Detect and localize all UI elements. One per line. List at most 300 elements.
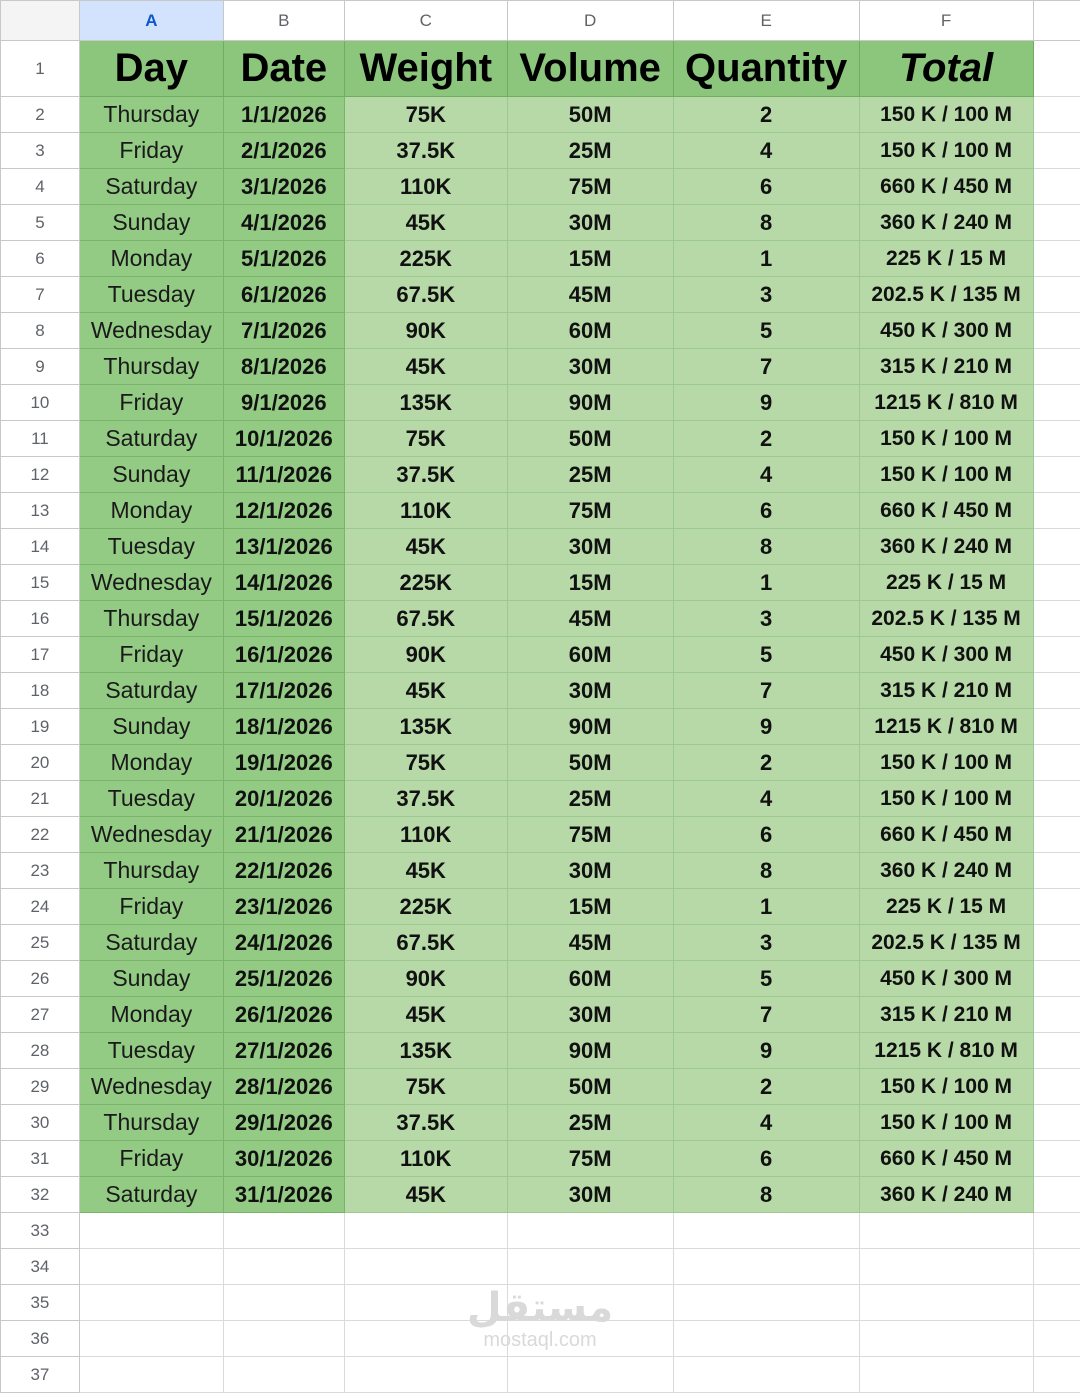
empty-cell[interactable] — [1033, 457, 1080, 493]
cell-volume[interactable]: 15M — [507, 565, 673, 601]
cell-date[interactable]: 19/1/2026 — [223, 745, 344, 781]
empty-cell[interactable] — [1033, 41, 1080, 97]
cell-weight[interactable]: 75K — [344, 97, 507, 133]
cell-volume[interactable]: 30M — [507, 673, 673, 709]
cell-day[interactable]: Friday — [79, 133, 223, 169]
cell-day[interactable]: Sunday — [79, 709, 223, 745]
cell-total[interactable]: 225 K / 15 M — [859, 241, 1033, 277]
cell-day[interactable]: Friday — [79, 637, 223, 673]
row-header[interactable]: 5 — [1, 205, 80, 241]
cell-volume[interactable]: 30M — [507, 529, 673, 565]
cell-date[interactable]: 13/1/2026 — [223, 529, 344, 565]
cell-quantity[interactable]: 7 — [673, 349, 859, 385]
cell-day[interactable]: Thursday — [79, 97, 223, 133]
cell-quantity[interactable]: 2 — [673, 97, 859, 133]
header-volume[interactable]: Volume — [507, 41, 673, 97]
cell-volume[interactable]: 30M — [507, 853, 673, 889]
cell-quantity[interactable]: 9 — [673, 385, 859, 421]
cell-weight[interactable]: 90K — [344, 313, 507, 349]
cell-weight[interactable]: 45K — [344, 1177, 507, 1213]
cell-weight[interactable]: 135K — [344, 1033, 507, 1069]
empty-cell[interactable] — [223, 1285, 344, 1321]
row-header[interactable]: 34 — [1, 1249, 80, 1285]
cell-volume[interactable]: 60M — [507, 637, 673, 673]
column-header-e[interactable]: E — [673, 1, 859, 41]
cell-quantity[interactable]: 3 — [673, 277, 859, 313]
cell-volume[interactable]: 75M — [507, 169, 673, 205]
empty-cell[interactable] — [223, 1249, 344, 1285]
column-header-f[interactable]: F — [859, 1, 1033, 41]
cell-total[interactable]: 315 K / 210 M — [859, 997, 1033, 1033]
empty-cell[interactable] — [1033, 97, 1080, 133]
empty-cell[interactable] — [1033, 997, 1080, 1033]
empty-cell[interactable] — [1033, 1141, 1080, 1177]
cell-weight[interactable]: 90K — [344, 961, 507, 997]
cell-quantity[interactable]: 1 — [673, 241, 859, 277]
cell-total[interactable]: 202.5 K / 135 M — [859, 601, 1033, 637]
cell-total[interactable]: 202.5 K / 135 M — [859, 277, 1033, 313]
cell-date[interactable]: 29/1/2026 — [223, 1105, 344, 1141]
cell-volume[interactable]: 25M — [507, 781, 673, 817]
cell-weight[interactable]: 75K — [344, 1069, 507, 1105]
empty-cell[interactable] — [1033, 781, 1080, 817]
cell-total[interactable]: 150 K / 100 M — [859, 421, 1033, 457]
empty-cell[interactable] — [673, 1357, 859, 1393]
cell-weight[interactable]: 110K — [344, 493, 507, 529]
cell-weight[interactable]: 45K — [344, 349, 507, 385]
row-header[interactable]: 37 — [1, 1357, 80, 1393]
empty-cell[interactable] — [1033, 241, 1080, 277]
row-header[interactable]: 32 — [1, 1177, 80, 1213]
cell-quantity[interactable]: 6 — [673, 493, 859, 529]
column-header-c[interactable]: C — [344, 1, 507, 41]
cell-day[interactable]: Friday — [79, 1141, 223, 1177]
row-header[interactable]: 10 — [1, 385, 80, 421]
cell-total[interactable]: 225 K / 15 M — [859, 889, 1033, 925]
row-header[interactable]: 17 — [1, 637, 80, 673]
cell-day[interactable]: Saturday — [79, 169, 223, 205]
empty-cell[interactable] — [507, 1357, 673, 1393]
cell-volume[interactable]: 30M — [507, 205, 673, 241]
cell-volume[interactable]: 90M — [507, 385, 673, 421]
empty-cell[interactable] — [1033, 709, 1080, 745]
row-header[interactable]: 14 — [1, 529, 80, 565]
cell-total[interactable]: 315 K / 210 M — [859, 349, 1033, 385]
cell-weight[interactable]: 110K — [344, 169, 507, 205]
cell-date[interactable]: 3/1/2026 — [223, 169, 344, 205]
cell-volume[interactable]: 25M — [507, 133, 673, 169]
cell-total[interactable]: 660 K / 450 M — [859, 169, 1033, 205]
cell-quantity[interactable]: 2 — [673, 421, 859, 457]
cell-volume[interactable]: 50M — [507, 97, 673, 133]
empty-cell[interactable] — [1033, 637, 1080, 673]
cell-total[interactable]: 150 K / 100 M — [859, 457, 1033, 493]
cell-date[interactable]: 28/1/2026 — [223, 1069, 344, 1105]
empty-cell[interactable] — [673, 1249, 859, 1285]
cell-quantity[interactable]: 2 — [673, 1069, 859, 1105]
cell-weight[interactable]: 90K — [344, 637, 507, 673]
row-header[interactable]: 21 — [1, 781, 80, 817]
row-header[interactable]: 8 — [1, 313, 80, 349]
row-header[interactable]: 22 — [1, 817, 80, 853]
cell-weight[interactable]: 225K — [344, 241, 507, 277]
cell-weight[interactable]: 45K — [344, 997, 507, 1033]
cell-volume[interactable]: 60M — [507, 313, 673, 349]
cell-quantity[interactable]: 3 — [673, 925, 859, 961]
empty-cell[interactable] — [859, 1357, 1033, 1393]
empty-cell[interactable] — [507, 1249, 673, 1285]
empty-cell[interactable] — [1033, 565, 1080, 601]
empty-cell[interactable] — [1033, 817, 1080, 853]
empty-cell[interactable] — [859, 1321, 1033, 1357]
cell-total[interactable]: 225 K / 15 M — [859, 565, 1033, 601]
cell-day[interactable]: Sunday — [79, 457, 223, 493]
cell-weight[interactable]: 37.5K — [344, 457, 507, 493]
cell-quantity[interactable]: 2 — [673, 745, 859, 781]
header-total[interactable]: Total — [859, 41, 1033, 97]
cell-date[interactable]: 4/1/2026 — [223, 205, 344, 241]
cell-day[interactable]: Wednesday — [79, 565, 223, 601]
cell-volume[interactable]: 45M — [507, 925, 673, 961]
cell-date[interactable]: 9/1/2026 — [223, 385, 344, 421]
cell-day[interactable]: Saturday — [79, 673, 223, 709]
empty-cell[interactable] — [79, 1213, 223, 1249]
cell-date[interactable]: 5/1/2026 — [223, 241, 344, 277]
empty-cell[interactable] — [1033, 601, 1080, 637]
empty-cell[interactable] — [673, 1213, 859, 1249]
cell-weight[interactable]: 37.5K — [344, 1105, 507, 1141]
row-header[interactable]: 1 — [1, 41, 80, 97]
cell-total[interactable]: 360 K / 240 M — [859, 1177, 1033, 1213]
cell-weight[interactable]: 75K — [344, 421, 507, 457]
cell-volume[interactable]: 25M — [507, 457, 673, 493]
column-header-a[interactable]: A — [79, 1, 223, 41]
cell-total[interactable]: 450 K / 300 M — [859, 637, 1033, 673]
cell-total[interactable]: 202.5 K / 135 M — [859, 925, 1033, 961]
row-header[interactable]: 28 — [1, 1033, 80, 1069]
empty-cell[interactable] — [1033, 1321, 1080, 1357]
cell-volume[interactable]: 45M — [507, 601, 673, 637]
cell-day[interactable]: Tuesday — [79, 1033, 223, 1069]
row-header[interactable]: 13 — [1, 493, 80, 529]
cell-weight[interactable]: 67.5K — [344, 925, 507, 961]
cell-quantity[interactable]: 9 — [673, 709, 859, 745]
cell-weight[interactable]: 110K — [344, 817, 507, 853]
cell-total[interactable]: 1215 K / 810 M — [859, 709, 1033, 745]
cell-day[interactable]: Monday — [79, 241, 223, 277]
row-header[interactable]: 2 — [1, 97, 80, 133]
row-header[interactable]: 18 — [1, 673, 80, 709]
cell-date[interactable]: 27/1/2026 — [223, 1033, 344, 1069]
cell-day[interactable]: Tuesday — [79, 781, 223, 817]
row-header[interactable]: 23 — [1, 853, 80, 889]
cell-quantity[interactable]: 8 — [673, 1177, 859, 1213]
cell-volume[interactable]: 90M — [507, 709, 673, 745]
cell-quantity[interactable]: 4 — [673, 781, 859, 817]
cell-volume[interactable]: 15M — [507, 889, 673, 925]
cell-quantity[interactable]: 7 — [673, 997, 859, 1033]
row-header[interactable]: 16 — [1, 601, 80, 637]
row-header[interactable]: 30 — [1, 1105, 80, 1141]
empty-cell[interactable] — [79, 1321, 223, 1357]
row-header[interactable]: 33 — [1, 1213, 80, 1249]
empty-cell[interactable] — [344, 1357, 507, 1393]
cell-total[interactable]: 450 K / 300 M — [859, 313, 1033, 349]
row-header[interactable]: 7 — [1, 277, 80, 313]
empty-cell[interactable] — [1033, 961, 1080, 997]
cell-quantity[interactable]: 1 — [673, 889, 859, 925]
header-quantity[interactable]: Quantity — [673, 41, 859, 97]
empty-cell[interactable] — [79, 1357, 223, 1393]
cell-weight[interactable]: 225K — [344, 565, 507, 601]
cell-date[interactable]: 30/1/2026 — [223, 1141, 344, 1177]
cell-weight[interactable]: 135K — [344, 385, 507, 421]
cell-day[interactable]: Thursday — [79, 601, 223, 637]
select-all-corner[interactable] — [1, 1, 80, 41]
cell-volume[interactable]: 50M — [507, 1069, 673, 1105]
cell-day[interactable]: Tuesday — [79, 529, 223, 565]
cell-volume[interactable]: 30M — [507, 349, 673, 385]
row-header[interactable]: 26 — [1, 961, 80, 997]
cell-day[interactable]: Monday — [79, 997, 223, 1033]
row-header[interactable]: 31 — [1, 1141, 80, 1177]
cell-date[interactable]: 31/1/2026 — [223, 1177, 344, 1213]
empty-cell[interactable] — [1033, 493, 1080, 529]
empty-cell[interactable] — [1033, 1213, 1080, 1249]
empty-cell[interactable] — [223, 1213, 344, 1249]
cell-quantity[interactable]: 6 — [673, 817, 859, 853]
cell-quantity[interactable]: 8 — [673, 853, 859, 889]
row-header[interactable]: 15 — [1, 565, 80, 601]
empty-cell[interactable] — [673, 1285, 859, 1321]
cell-date[interactable]: 14/1/2026 — [223, 565, 344, 601]
cell-volume[interactable]: 75M — [507, 493, 673, 529]
cell-weight[interactable]: 45K — [344, 853, 507, 889]
cell-quantity[interactable]: 4 — [673, 457, 859, 493]
cell-date[interactable]: 7/1/2026 — [223, 313, 344, 349]
row-header[interactable]: 12 — [1, 457, 80, 493]
row-header[interactable]: 6 — [1, 241, 80, 277]
column-header-g[interactable] — [1033, 1, 1080, 41]
cell-date[interactable]: 20/1/2026 — [223, 781, 344, 817]
cell-volume[interactable]: 75M — [507, 1141, 673, 1177]
cell-date[interactable]: 24/1/2026 — [223, 925, 344, 961]
empty-cell[interactable] — [79, 1285, 223, 1321]
cell-day[interactable]: Thursday — [79, 853, 223, 889]
empty-cell[interactable] — [1033, 1177, 1080, 1213]
cell-weight[interactable]: 37.5K — [344, 781, 507, 817]
cell-total[interactable]: 315 K / 210 M — [859, 673, 1033, 709]
empty-cell[interactable] — [1033, 349, 1080, 385]
cell-date[interactable]: 11/1/2026 — [223, 457, 344, 493]
cell-date[interactable]: 1/1/2026 — [223, 97, 344, 133]
cell-total[interactable]: 360 K / 240 M — [859, 205, 1033, 241]
cell-day[interactable]: Wednesday — [79, 1069, 223, 1105]
empty-cell[interactable] — [1033, 133, 1080, 169]
row-header[interactable]: 24 — [1, 889, 80, 925]
cell-date[interactable]: 15/1/2026 — [223, 601, 344, 637]
empty-cell[interactable] — [1033, 889, 1080, 925]
row-header[interactable]: 27 — [1, 997, 80, 1033]
empty-cell[interactable] — [1033, 529, 1080, 565]
empty-cell[interactable] — [859, 1249, 1033, 1285]
cell-quantity[interactable]: 3 — [673, 601, 859, 637]
cell-date[interactable]: 17/1/2026 — [223, 673, 344, 709]
row-header[interactable]: 35 — [1, 1285, 80, 1321]
cell-day[interactable]: Saturday — [79, 421, 223, 457]
cell-total[interactable]: 150 K / 100 M — [859, 1069, 1033, 1105]
cell-day[interactable]: Thursday — [79, 1105, 223, 1141]
cell-volume[interactable]: 25M — [507, 1105, 673, 1141]
empty-cell[interactable] — [1033, 385, 1080, 421]
header-weight[interactable]: Weight — [344, 41, 507, 97]
empty-cell[interactable] — [223, 1321, 344, 1357]
cell-volume[interactable]: 60M — [507, 961, 673, 997]
cell-day[interactable]: Monday — [79, 493, 223, 529]
cell-total[interactable]: 450 K / 300 M — [859, 961, 1033, 997]
cell-date[interactable]: 18/1/2026 — [223, 709, 344, 745]
cell-quantity[interactable]: 8 — [673, 529, 859, 565]
cell-total[interactable]: 1215 K / 810 M — [859, 1033, 1033, 1069]
cell-weight[interactable]: 135K — [344, 709, 507, 745]
cell-volume[interactable]: 30M — [507, 997, 673, 1033]
empty-cell[interactable] — [1033, 169, 1080, 205]
cell-day[interactable]: Thursday — [79, 349, 223, 385]
cell-quantity[interactable]: 9 — [673, 1033, 859, 1069]
cell-weight[interactable]: 67.5K — [344, 277, 507, 313]
empty-cell[interactable] — [1033, 745, 1080, 781]
cell-day[interactable]: Tuesday — [79, 277, 223, 313]
cell-date[interactable]: 2/1/2026 — [223, 133, 344, 169]
empty-cell[interactable] — [344, 1249, 507, 1285]
cell-quantity[interactable]: 1 — [673, 565, 859, 601]
empty-cell[interactable] — [1033, 1033, 1080, 1069]
cell-day[interactable]: Saturday — [79, 1177, 223, 1213]
cell-weight[interactable]: 45K — [344, 673, 507, 709]
cell-weight[interactable]: 45K — [344, 529, 507, 565]
empty-cell[interactable] — [1033, 313, 1080, 349]
empty-cell[interactable] — [1033, 1069, 1080, 1105]
column-header-b[interactable]: B — [223, 1, 344, 41]
cell-weight[interactable]: 225K — [344, 889, 507, 925]
empty-cell[interactable] — [859, 1285, 1033, 1321]
cell-total[interactable]: 660 K / 450 M — [859, 1141, 1033, 1177]
cell-quantity[interactable]: 4 — [673, 133, 859, 169]
cell-day[interactable]: Monday — [79, 745, 223, 781]
cell-weight[interactable]: 110K — [344, 1141, 507, 1177]
cell-day[interactable]: Wednesday — [79, 313, 223, 349]
cell-total[interactable]: 660 K / 450 M — [859, 493, 1033, 529]
empty-cell[interactable] — [859, 1213, 1033, 1249]
cell-total[interactable]: 150 K / 100 M — [859, 745, 1033, 781]
cell-volume[interactable]: 50M — [507, 745, 673, 781]
cell-day[interactable]: Wednesday — [79, 817, 223, 853]
cell-total[interactable]: 150 K / 100 M — [859, 133, 1033, 169]
row-header[interactable]: 19 — [1, 709, 80, 745]
cell-day[interactable]: Sunday — [79, 205, 223, 241]
cell-date[interactable]: 12/1/2026 — [223, 493, 344, 529]
cell-day[interactable]: Friday — [79, 889, 223, 925]
cell-total[interactable]: 150 K / 100 M — [859, 1105, 1033, 1141]
empty-cell[interactable] — [223, 1357, 344, 1393]
cell-total[interactable]: 660 K / 450 M — [859, 817, 1033, 853]
cell-day[interactable]: Friday — [79, 385, 223, 421]
cell-date[interactable]: 25/1/2026 — [223, 961, 344, 997]
row-header[interactable]: 9 — [1, 349, 80, 385]
cell-total[interactable]: 360 K / 240 M — [859, 853, 1033, 889]
row-header[interactable]: 29 — [1, 1069, 80, 1105]
cell-date[interactable]: 21/1/2026 — [223, 817, 344, 853]
cell-quantity[interactable]: 5 — [673, 313, 859, 349]
row-header[interactable]: 25 — [1, 925, 80, 961]
empty-cell[interactable] — [1033, 1357, 1080, 1393]
empty-cell[interactable] — [1033, 1105, 1080, 1141]
cell-volume[interactable]: 75M — [507, 817, 673, 853]
cell-weight[interactable]: 37.5K — [344, 133, 507, 169]
empty-cell[interactable] — [79, 1249, 223, 1285]
cell-weight[interactable]: 75K — [344, 745, 507, 781]
empty-cell[interactable] — [507, 1213, 673, 1249]
cell-date[interactable]: 22/1/2026 — [223, 853, 344, 889]
cell-volume[interactable]: 30M — [507, 1177, 673, 1213]
cell-day[interactable]: Sunday — [79, 961, 223, 997]
empty-cell[interactable] — [1033, 421, 1080, 457]
cell-quantity[interactable]: 6 — [673, 1141, 859, 1177]
row-header[interactable]: 3 — [1, 133, 80, 169]
cell-volume[interactable]: 15M — [507, 241, 673, 277]
header-day[interactable]: Day — [79, 41, 223, 97]
cell-quantity[interactable]: 6 — [673, 169, 859, 205]
cell-volume[interactable]: 50M — [507, 421, 673, 457]
header-date[interactable]: Date — [223, 41, 344, 97]
row-header[interactable]: 11 — [1, 421, 80, 457]
empty-cell[interactable] — [1033, 277, 1080, 313]
cell-date[interactable]: 26/1/2026 — [223, 997, 344, 1033]
cell-volume[interactable]: 90M — [507, 1033, 673, 1069]
cell-date[interactable]: 23/1/2026 — [223, 889, 344, 925]
empty-cell[interactable] — [1033, 1249, 1080, 1285]
cell-quantity[interactable]: 5 — [673, 637, 859, 673]
empty-cell[interactable] — [1033, 853, 1080, 889]
cell-quantity[interactable]: 4 — [673, 1105, 859, 1141]
cell-total[interactable]: 360 K / 240 M — [859, 529, 1033, 565]
cell-total[interactable]: 150 K / 100 M — [859, 97, 1033, 133]
cell-date[interactable]: 6/1/2026 — [223, 277, 344, 313]
empty-cell[interactable] — [673, 1321, 859, 1357]
row-header[interactable]: 20 — [1, 745, 80, 781]
cell-quantity[interactable]: 7 — [673, 673, 859, 709]
empty-cell[interactable] — [1033, 205, 1080, 241]
cell-date[interactable]: 16/1/2026 — [223, 637, 344, 673]
empty-cell[interactable] — [344, 1213, 507, 1249]
cell-date[interactable]: 10/1/2026 — [223, 421, 344, 457]
cell-date[interactable]: 8/1/2026 — [223, 349, 344, 385]
row-header[interactable]: 4 — [1, 169, 80, 205]
empty-cell[interactable] — [1033, 673, 1080, 709]
cell-quantity[interactable]: 8 — [673, 205, 859, 241]
empty-cell[interactable] — [1033, 1285, 1080, 1321]
cell-total[interactable]: 1215 K / 810 M — [859, 385, 1033, 421]
cell-quantity[interactable]: 5 — [673, 961, 859, 997]
cell-total[interactable]: 150 K / 100 M — [859, 781, 1033, 817]
cell-weight[interactable]: 45K — [344, 205, 507, 241]
empty-cell[interactable] — [1033, 925, 1080, 961]
cell-volume[interactable]: 45M — [507, 277, 673, 313]
cell-day[interactable]: Saturday — [79, 925, 223, 961]
cell-weight[interactable]: 67.5K — [344, 601, 507, 637]
row-header[interactable]: 36 — [1, 1321, 80, 1357]
column-header-d[interactable]: D — [507, 1, 673, 41]
